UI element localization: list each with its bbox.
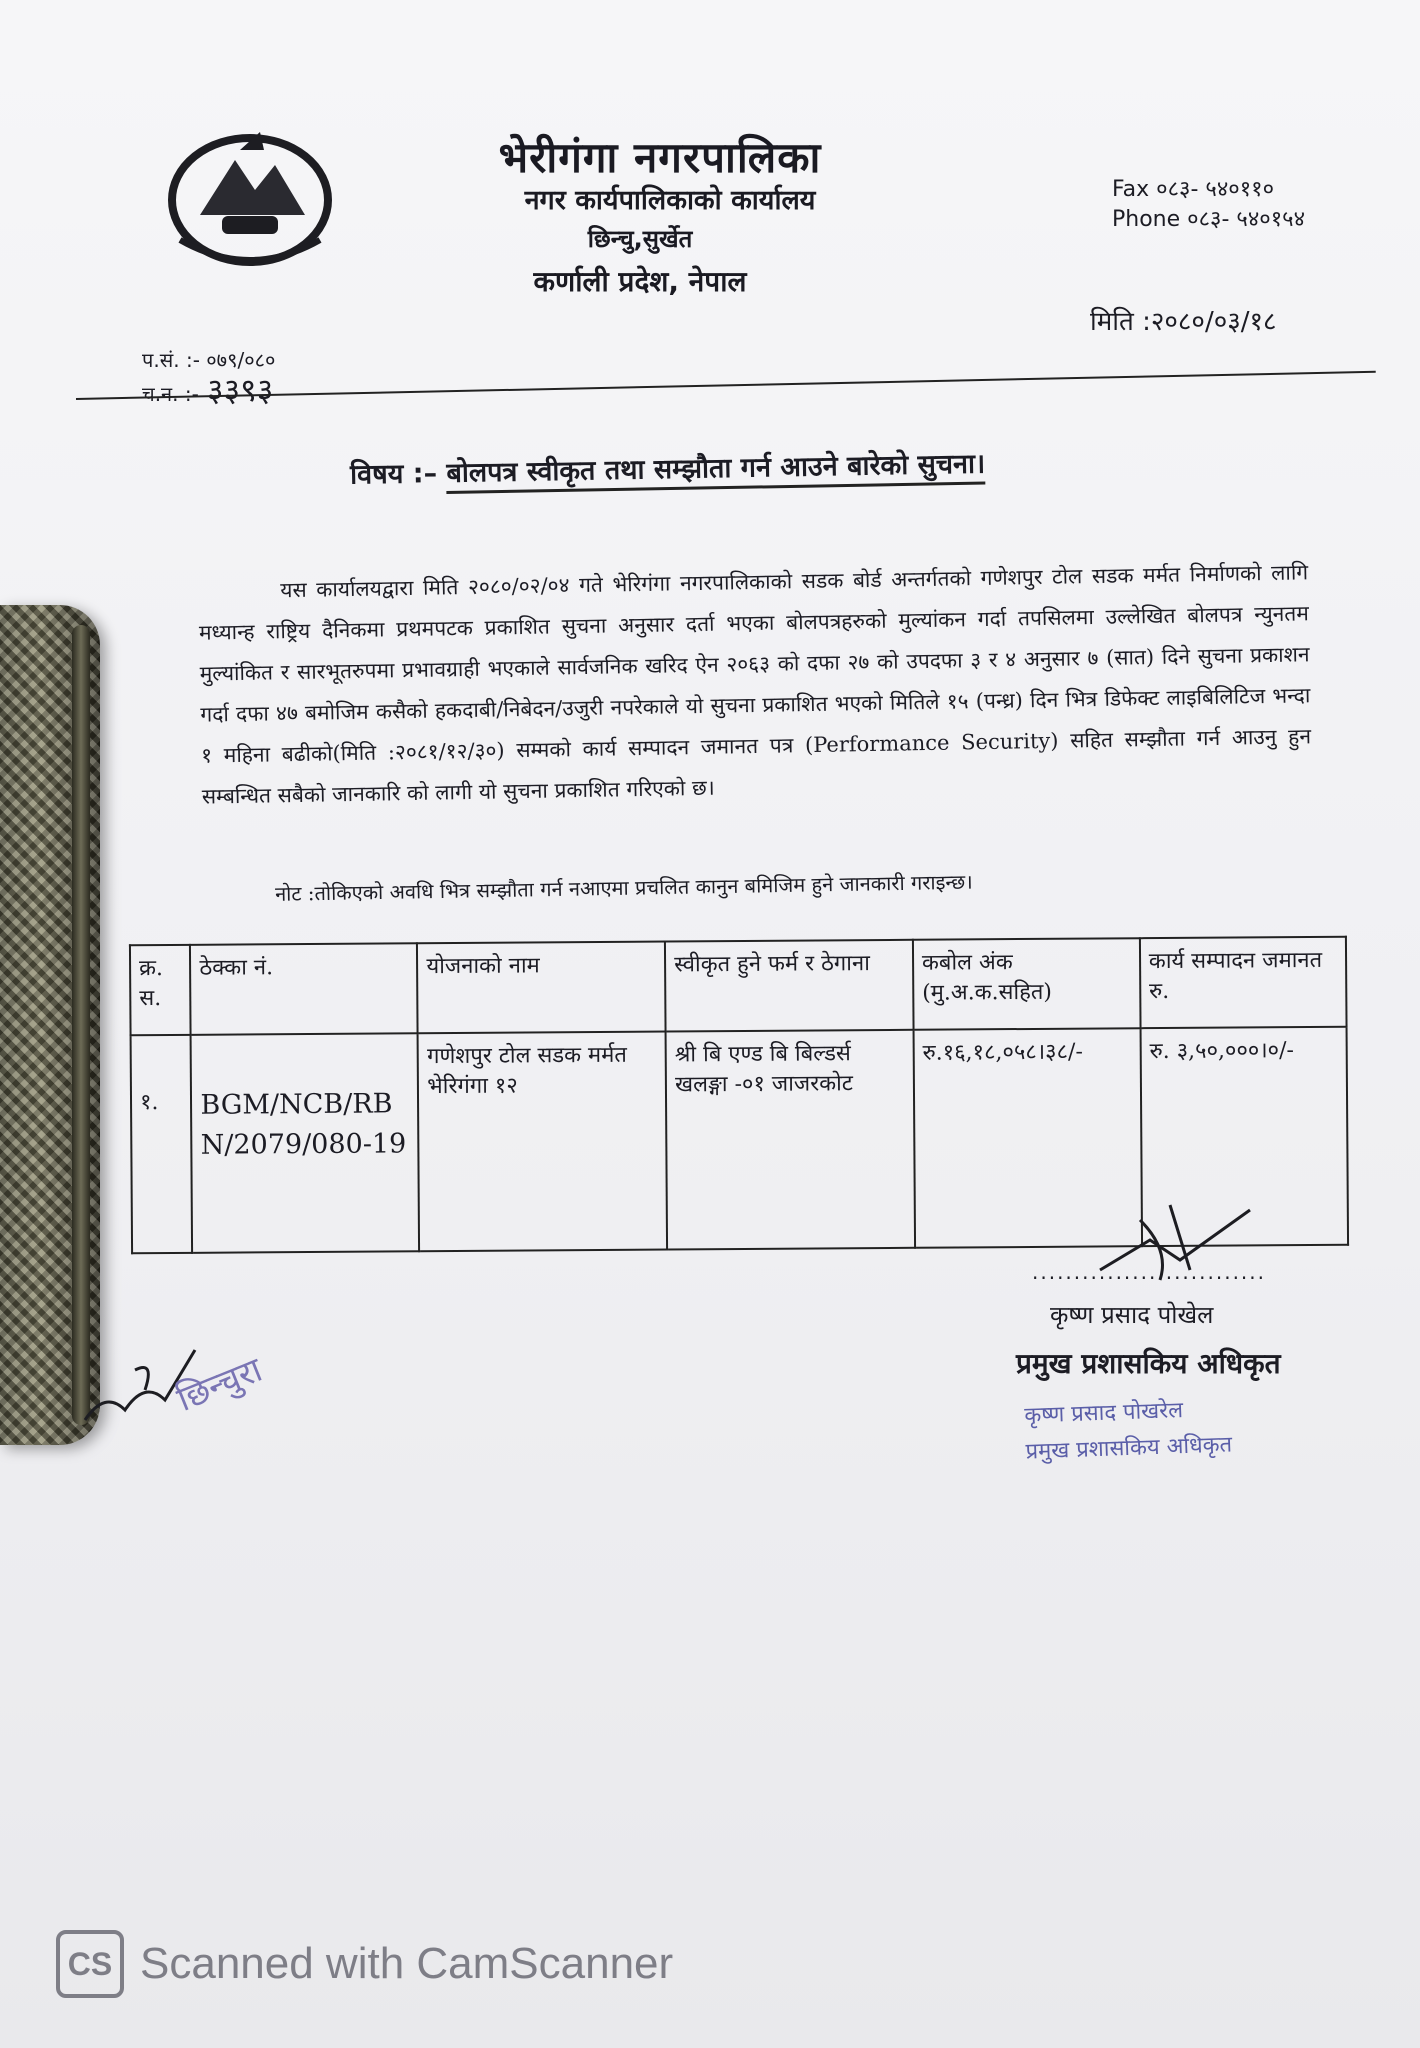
cell-sn: १. [131, 1035, 193, 1253]
camscanner-watermark [56, 1930, 673, 1998]
municipality-emblem-icon [160, 120, 340, 270]
binder-clip [0, 605, 100, 1445]
letter-date: मिति :२०८०/०३/१८ [1090, 307, 1277, 337]
phone-number: Phone ०८३- ५४०१५४ [1112, 207, 1306, 232]
official-stamp [1024, 1391, 1233, 1470]
camscanner-text: Scanned with CamScanner [140, 1939, 674, 1988]
cell-bid-amount: रु.१६,१८,०५८।३८/- [913, 1028, 1141, 1248]
cell-security: रु. ३,५०,०००।०/- [1140, 1027, 1348, 1246]
subject-label: विषय :– [349, 458, 438, 491]
cn-value: ३३९३ [206, 371, 274, 409]
signatory-title: प्रमुख प्रशासकिय अधिकृत [1016, 1347, 1281, 1380]
col-header-bid-amount: कबोल अंक (मु.अ.क.सहित) [913, 938, 1141, 1030]
stamp-title: प्रमुख प्रशासकिय अधिकृत [1025, 1432, 1233, 1465]
signature-line: ............................ [1032, 1260, 1267, 1284]
cell-contract-no: BGM/NCB/RBN/2079/080-19 [191, 1033, 419, 1253]
table-header-row [130, 937, 1347, 1035]
office-address: छिन्चु,सुर्खेत [587, 225, 693, 253]
office-name: नगर कार्यपालिकाको कार्यालय [524, 185, 816, 216]
contact-block [1112, 175, 1305, 235]
col-header-firm: स्वीकृत हुने फर्म र ठेगाना [665, 940, 913, 1032]
notice-body: यस कार्यालयद्वारा मिति २०८०/०२/०४ गते भेरिगंगा नगरपालिकाको सडक बोर्ड अन्तर्गतको गणेशपुर टोल सडक मर्मत निर्माणको लागि मध्यान्ह राष्ट्रिय दैनिकमा प्रथमपटक प्रकाशित सुचना अनुसार दर्ता भएका बोलपत्रहरुको मुल्यांकन गर्दा तपसिलमा उल्लेखित बोलपत्र न्युनतम मुल्यांकित र सारभूतरुपमा प्रभावग्राही भएकाले सार्वजनिक खरिद ऐन २०६३ को दफा २७ को उपदफा ३ र ४ अनुसार ७ (सात) दिने सुचना प्रकाशन गर्दा दफा ४७ बमोजिम कसैको हकदाबी/निबेदन/उजुरी नपरेकाले यो सुचना प्रकाशित भएको मितिले १५ (पन्ध्र) दिन भित्र डिफेक्ट लाइबिलिटिज भन्दा १ महिना बढीको(मिति :२०८१/१२/३०) सम्मको कार्य सम्पादन जमानत पत्र (Performance Security) सहित सम्झौता गर्न आउनु हुन सम्बन्धित सबैको जानकारि को लागी यो सुचना प्रकाशित गरिएको छ। [198, 560, 1312, 809]
org-name: भेरीगंगा नगरपालिका [498, 133, 822, 182]
subject-line [350, 441, 1111, 491]
subject-text: बोलपत्र स्वीकृत तथा सम्झौता गर्न आउने बारेको सुचना। [446, 449, 985, 494]
cell-project-name: गणेशपुर टोल सडक मर्मत भेरिगंगा १२ [418, 1032, 667, 1252]
col-header-contract-no: ठेक्का नं. [190, 943, 418, 1035]
province-name: कर्णाली प्रदेश, नेपाल [533, 265, 747, 298]
ps-label: प.सं. :- [142, 348, 200, 372]
col-header-project-name: योजनाको नाम [417, 942, 665, 1034]
reference-block [142, 345, 275, 409]
col-header-security: कार्य सम्पादन जमानत रु. [1140, 937, 1347, 1028]
cn-label: च.न. :- [142, 382, 199, 406]
signatory-name: कृष्ण प्रसाद पोखेल [1050, 1301, 1214, 1329]
fax-number: Fax ०८३- ५४०११० [1112, 177, 1275, 202]
notice-note: नोट :तोकिएको अवधि भित्र सम्झौता गर्न नआएमा प्रचलित कानुन बमिजिम हुने जानकारी गराइन्छ। [274, 869, 973, 906]
stamp-name: कृष्ण प्रसाद पोखरेल [1023, 1398, 1184, 1429]
camscanner-logo-icon: CS [56, 1930, 124, 1998]
cell-firm: श्री बि एण्ड बि बिल्डर्स खलङ्गा -०१ जाजरकोट [666, 1030, 915, 1250]
col-header-sn: क्र. स. [130, 945, 191, 1035]
received-stamp: छिन्चुरा [171, 1349, 268, 1420]
ps-value: ०७९/०८० [206, 348, 276, 372]
